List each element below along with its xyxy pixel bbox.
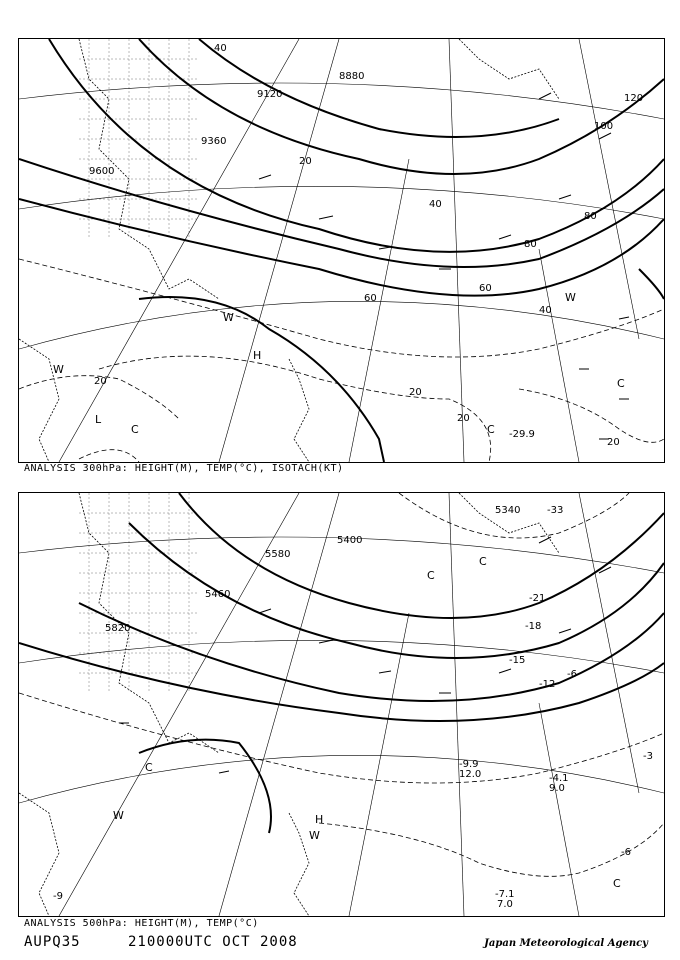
cold-center: C: [479, 555, 487, 568]
cold-center: C: [427, 569, 435, 582]
map-500hpa-svg: [19, 493, 664, 916]
isotach-label: 80: [584, 211, 597, 222]
height-label: 5820: [105, 623, 131, 634]
high-center: H: [315, 813, 324, 826]
height-label: 5340: [495, 505, 521, 516]
temp-label: -3: [643, 751, 653, 762]
isotach-label: 20: [409, 387, 422, 398]
height-label: 5460: [205, 589, 231, 600]
high-center: H: [253, 349, 262, 362]
valid-time: 210000UTC OCT 2008: [128, 934, 298, 950]
temp-label: -9: [53, 891, 63, 902]
temp-label: -15: [509, 655, 526, 666]
caption-300hpa: ANALYSIS 300hPa: HEIGHT(M), TEMP(°C), ISOTACH(KT): [24, 463, 344, 474]
cold-center: C: [131, 423, 139, 436]
warm-center: W: [309, 829, 320, 842]
isotach-label: 60: [364, 293, 377, 304]
height-label: 9120: [257, 89, 283, 100]
caption-500hpa: ANALYSIS 500hPa: HEIGHT(M), TEMP(°C): [24, 918, 259, 929]
isotach-label: 20: [607, 437, 620, 448]
temp-label: -21: [529, 593, 546, 604]
cold-center: C: [487, 423, 495, 436]
station-value: 7.0: [497, 899, 513, 910]
cold-center: C: [145, 761, 153, 774]
isotach-label: 40: [214, 43, 227, 54]
temp-value: -29.9: [509, 429, 535, 440]
height-label: 5580: [265, 549, 291, 560]
map-panel-500hpa: [18, 492, 665, 917]
warm-center: W: [223, 311, 234, 324]
temp-label: -6: [567, 669, 577, 680]
temp-label: -18: [525, 621, 542, 632]
warm-center: W: [53, 363, 64, 376]
isotach-label: 20: [457, 413, 470, 424]
low-center: L: [95, 413, 102, 426]
station-value: 9.0: [549, 783, 565, 794]
isotach-label: 40: [539, 305, 552, 316]
station-value: -4.1: [549, 773, 569, 784]
chart-id: AUPQ35: [24, 934, 81, 950]
isotach-label: 40: [429, 199, 442, 210]
map-panel-300hpa: [18, 38, 665, 463]
isotach-label: 80: [524, 239, 537, 250]
isotach-label: 120: [624, 93, 644, 104]
warm-center: W: [565, 291, 576, 304]
cold-center: C: [617, 377, 625, 390]
warm-center: W: [113, 809, 124, 822]
cold-center: C: [613, 877, 621, 890]
height-label: 9600: [89, 166, 115, 177]
agency-name: Japan Meteorological Agency: [484, 938, 648, 949]
isotach-lines: [19, 259, 664, 462]
station-value: -7.1: [495, 889, 515, 900]
height-label: 8880: [339, 71, 365, 82]
wind-barbs: [119, 537, 611, 773]
isotach-label: 100: [594, 121, 614, 132]
station-value: -9.9: [459, 759, 479, 770]
temp-label: -12: [539, 679, 556, 690]
isotach-label: 20: [299, 156, 312, 167]
temp-label: -6: [621, 847, 631, 858]
isotach-label: 60: [479, 283, 492, 294]
map-300hpa-svg: [19, 39, 664, 462]
graticule: [19, 493, 664, 916]
grid-mesh: [79, 493, 199, 693]
height-label: 5400: [337, 535, 363, 546]
station-value: 12.0: [459, 769, 482, 780]
temp-label: -33: [547, 505, 564, 516]
isotach-label: 20: [94, 376, 107, 387]
height-label: 9360: [201, 136, 227, 147]
